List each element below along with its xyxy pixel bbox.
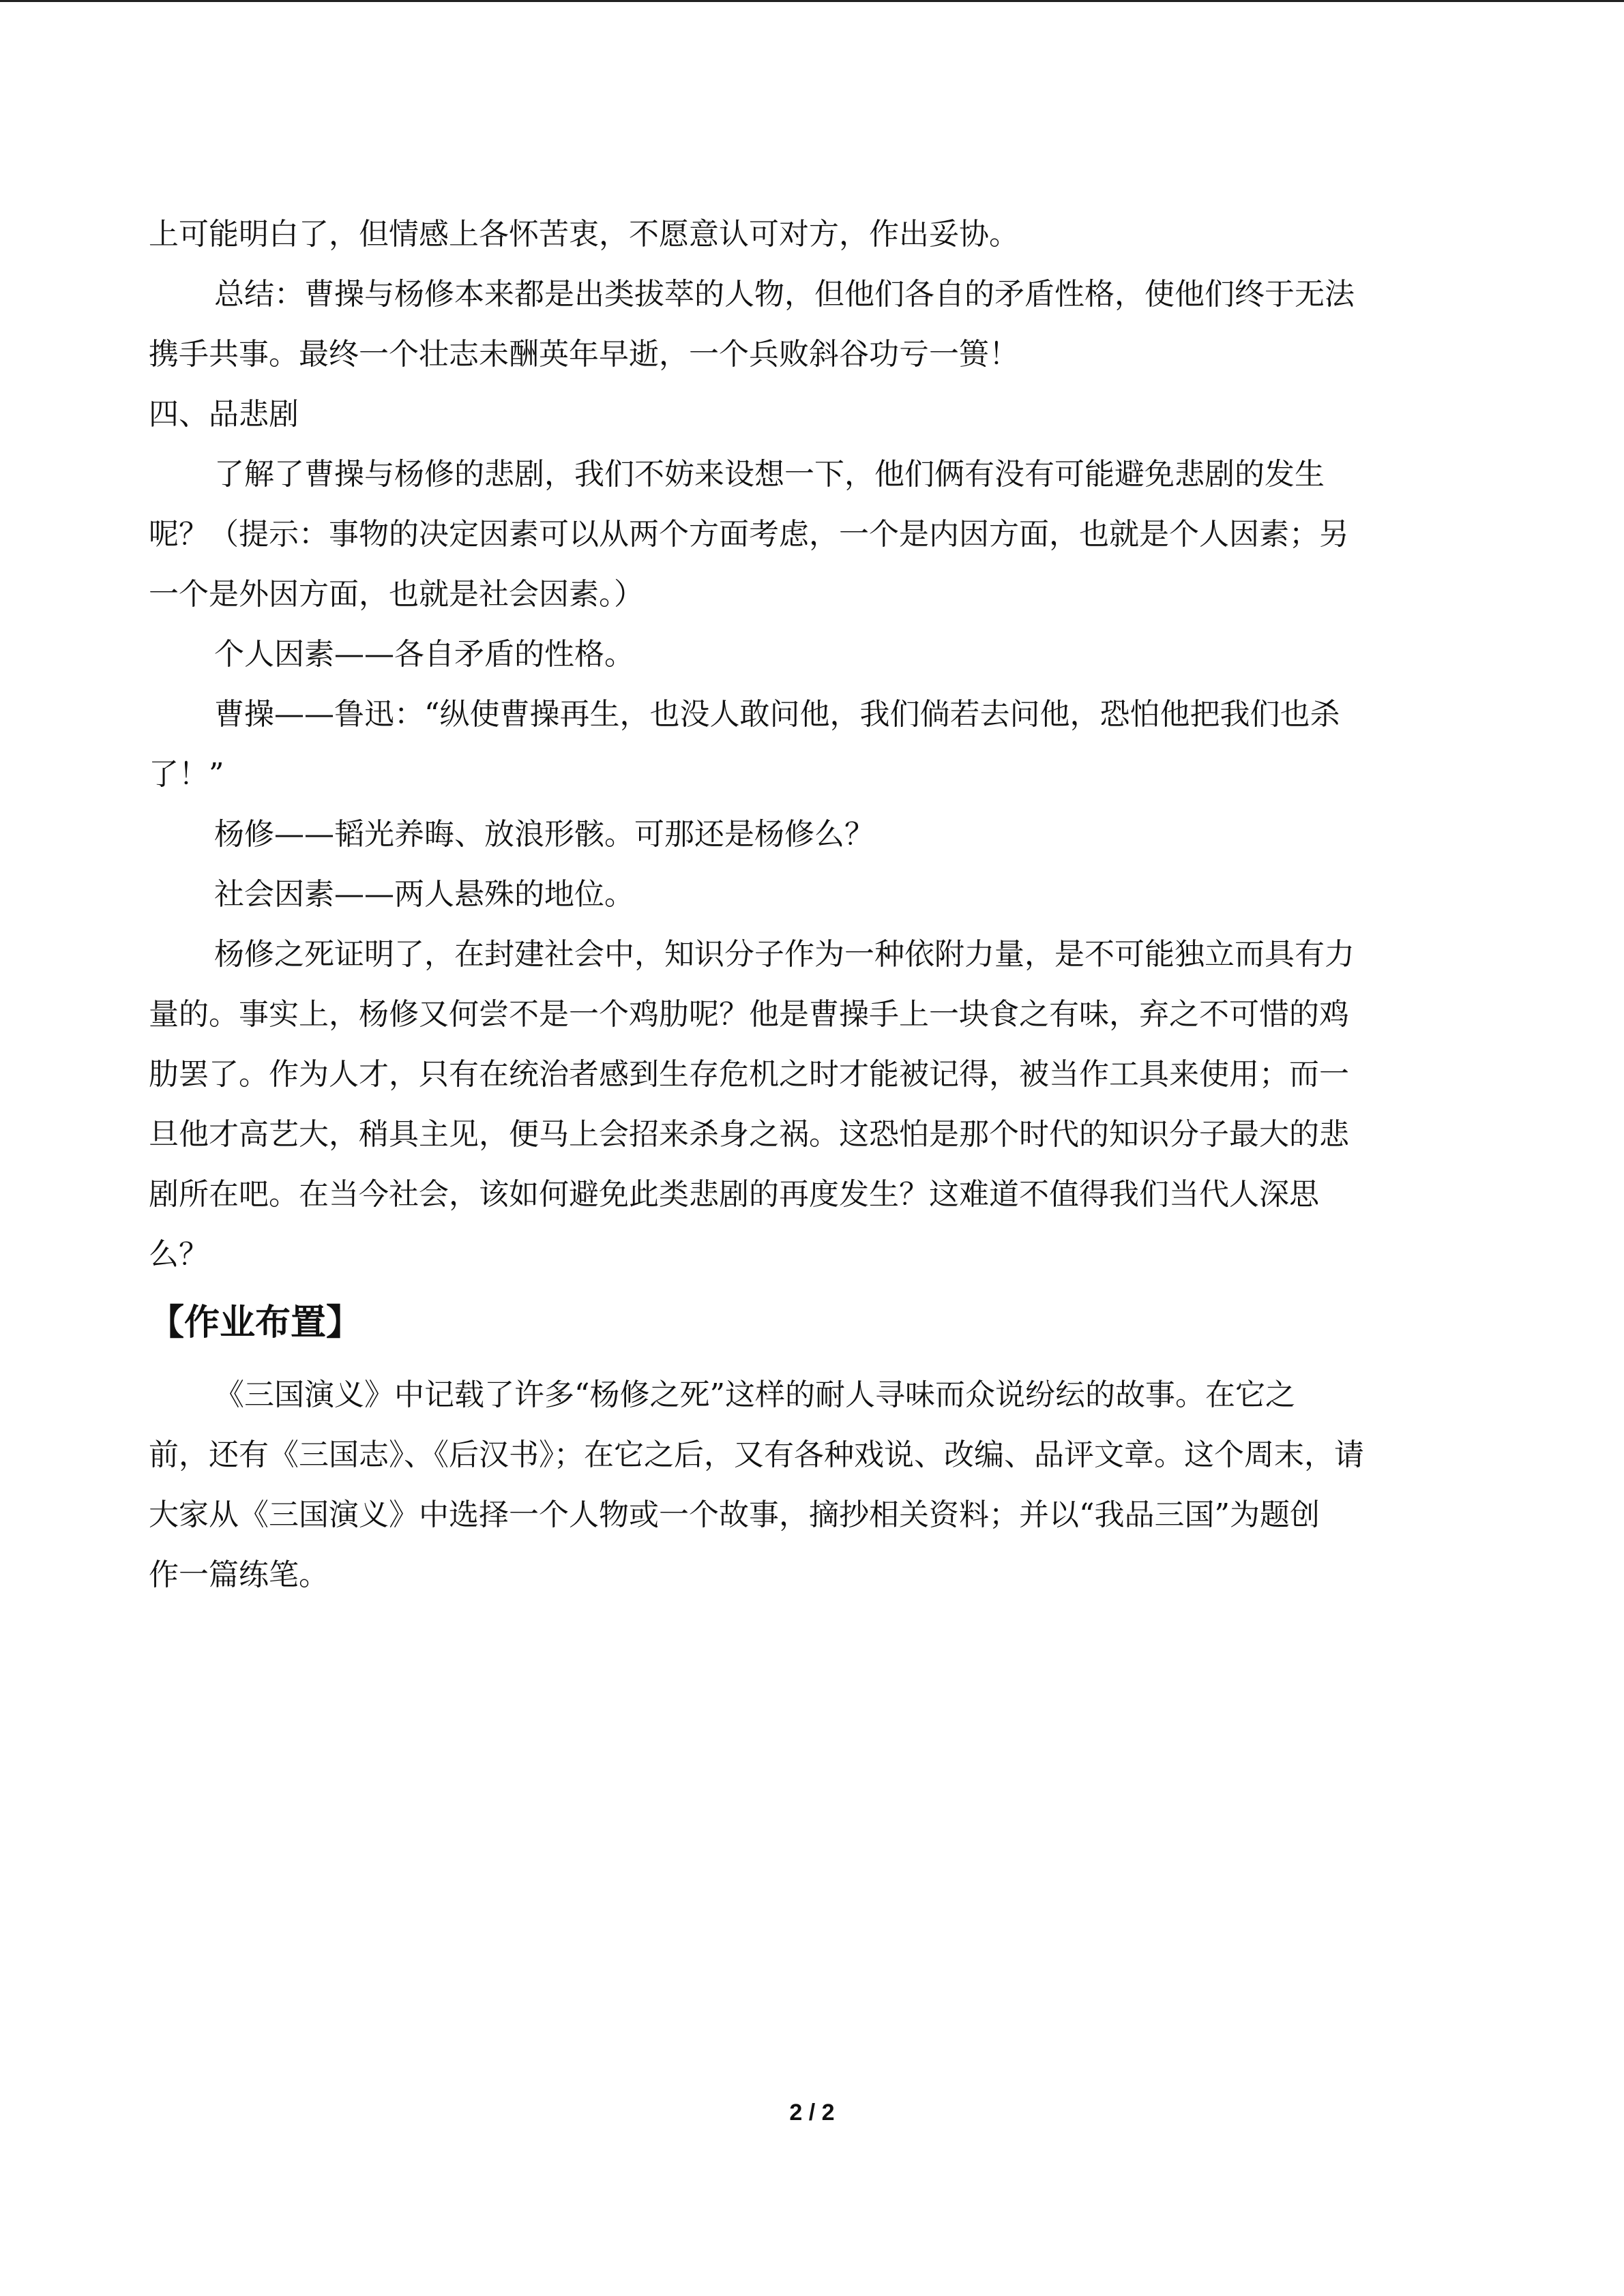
cao-cao-line: 曹操——鲁迅：“纵使曹操再生，也没人敢问他，我们倘若去问他，恐怕他把我们也杀: [214, 697, 1340, 732]
homework-heading: 【作业布置】: [149, 1302, 362, 1343]
body-line: 呢？（提示：事物的决定因素可以从两个方面考虑，一个是内因方面，也就是个人因素；另: [149, 517, 1349, 552]
body-line: 一个是外因方面，也就是社会因素。）: [149, 577, 644, 612]
body-line: 么？: [149, 1237, 209, 1272]
body-line: 旦他才高艺大，稍具主见，便马上会招来杀身之祸。这恐怕是那个时代的知识分子最大的悲: [149, 1117, 1349, 1152]
body-line: 量的。事实上，杨修又何尝不是一个鸡肋呢？他是曹操手上一块食之有味，弃之不可惜的鸡: [149, 997, 1349, 1032]
homework-line: 前，还有《三国志》、《后汉书》；在它之后，又有各种戏说、改编、品评文章。这个周末，请: [149, 1437, 1364, 1472]
section-title-tragedy: 四、品悲剧: [149, 397, 299, 432]
yang-xiu-line: 杨修——韬光养晦、放浪形骸。可那还是杨修么？: [214, 817, 874, 852]
body-line: 剧所在吧。在当今社会，该如何避免此类悲剧的再度发生？这难道不值得我们当代人深思: [149, 1177, 1319, 1212]
body-line: 杨修之死证明了，在封建社会中，知识分子作为一种依附力量，是不可能独立而具有力: [214, 937, 1355, 972]
personal-factor-line: 个人因素——各自矛盾的性格。: [214, 637, 634, 672]
body-line: 上可能明白了，但情感上各怀苦衷，不愿意认可对方，作出妥协。: [149, 217, 1019, 252]
body-line: 携手共事。最终一个壮志未酬英年早逝，一个兵败斜谷功亏一篑！: [149, 337, 1019, 372]
body-line: 肋罢了。作为人才，只有在统治者感到生存危机之时才能被记得，被当作工具来使用；而一: [149, 1057, 1349, 1092]
summary-line: 总结：曹操与杨修本来都是出类拔萃的人物，但他们各自的矛盾性格，使他们终于无法: [214, 277, 1355, 312]
body-line: 了！”: [149, 757, 224, 792]
homework-line: 《三国演义》中记载了许多“杨修之死”这样的耐人寻味而众说纷纭的故事。在它之: [214, 1377, 1295, 1412]
homework-line: 大家从《三国演义》中选择一个人物或一个故事，摘抄相关资料；并以“我品三国”为题创: [149, 1497, 1320, 1532]
top-border-line: [0, 0, 1624, 2]
homework-line: 作一篇练笔。: [149, 1557, 329, 1592]
social-factor-line: 社会因素——两人悬殊的地位。: [214, 877, 634, 912]
page-number: 2 / 2: [789, 2100, 835, 2126]
document-page: [149, 205, 1475, 1605]
body-line: 了解了曹操与杨修的悲剧，我们不妨来设想一下，他们俩有没有可能避免悲剧的发生: [214, 457, 1325, 492]
